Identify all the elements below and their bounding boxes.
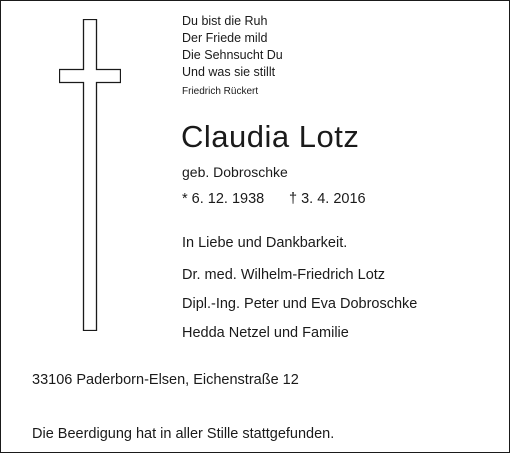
death-date: † 3. 4. 2016 — [289, 191, 366, 207]
latin-cross-icon — [59, 19, 121, 331]
mourner-name: Dr. med. Wilhelm-Friedrich Lotz — [182, 267, 386, 283]
deceased-name: Claudia Lotz — [181, 119, 360, 154]
birth-date: * 6. 12. 1938 — [182, 191, 265, 207]
poem-line: Und was sie stillt — [182, 65, 276, 79]
poem-line: Der Friede mild — [182, 31, 268, 45]
funeral-note: Die Beerdigung hat in aller Stille stattgefunden. — [32, 426, 335, 442]
mourner-name: Hedda Netzel und Familie — [182, 325, 349, 341]
poem-author: Friedrich Rückert — [182, 86, 259, 97]
mourning-intro: In Liebe und Dankbarkeit. — [182, 235, 348, 251]
mourner-name: Dipl.-Ing. Peter und Eva Dobroschke — [182, 296, 418, 312]
address: 33106 Paderborn-Elsen, Eichenstraße 12 — [32, 372, 299, 388]
poem-line: Die Sehnsucht Du — [182, 48, 283, 62]
maiden-name: geb. Dobroschke — [182, 164, 288, 180]
poem — [182, 13, 283, 81]
poem-line: Du bist die Ruh — [182, 14, 268, 28]
mourners-list — [182, 265, 417, 352]
